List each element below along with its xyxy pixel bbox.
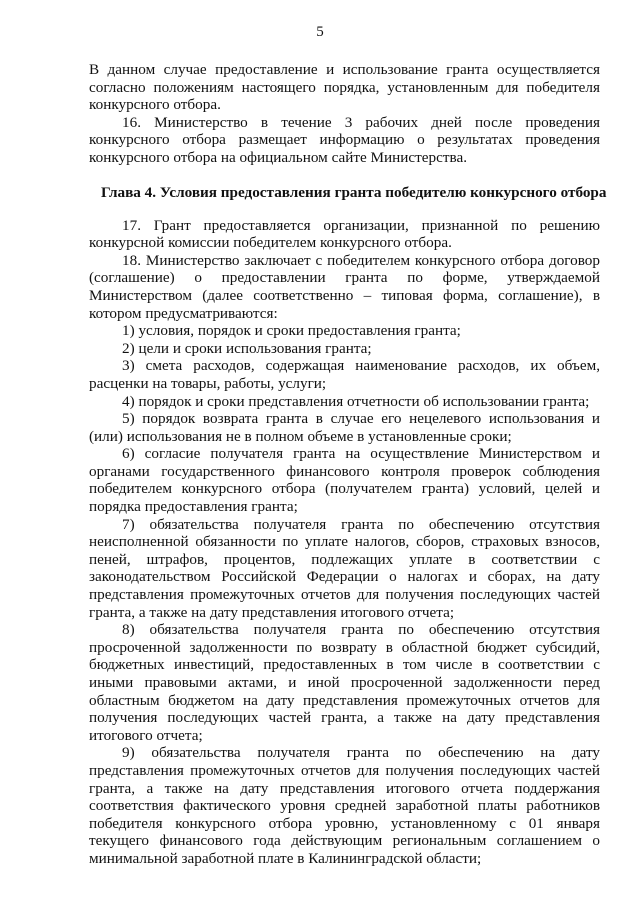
paragraph: 17. Грант предоставляется организации, признанной по решению конкурсной комиссии победителем конкурсного отбора. [89, 216, 600, 252]
section-before-heading [89, 61, 600, 167]
paragraph: 3) смета расходов, содержащая наименование расходов, их объем, расценки на товары, работы, услуги; [89, 357, 600, 392]
section-after-heading [89, 217, 600, 868]
paragraph: 6) согласие получателя гранта на осуществление Министерством и органами государственного финансового контроля проверок соблюдения победителем конкурсного отбора (получателем гранта) условий, целей и порядка предоставления гранта; [89, 445, 600, 516]
paragraph: 16. Министерство в течение 3 рабочих дней после проведения конкурсного отбора размещает информацию о результатах проведения конкурсного отбора на официальном сайте Министерства. [89, 113, 600, 166]
paragraph: 7) обязательства получателя гранта по обеспечению отсутствия неисполненной обязанности по уплате налогов, сборов, страховых взносов, пеней, штрафов, процентов, подлежащих уплате в соответствии с законодательством Российской Федерации о налогах и сборах, на дату представления промежуточных отчетов для получения последующих частей гранта, а также на дату представления итогового отчета; [89, 515, 600, 621]
document-body [89, 61, 607, 868]
paragraph: 2) цели и сроки использования гранта; [122, 339, 372, 357]
paragraph: 1) условия, порядок и сроки предоставления гранта; [122, 322, 461, 340]
paragraph: 5) порядок возврата гранта в случае его нецелевого использования и (или) использования не в полном объеме в установленные сроки; [89, 410, 600, 445]
chapter-heading: Глава 4. Условия предоставления гранта победителю конкурсного отбора [101, 183, 607, 201]
paragraph: 18. Министерство заключает с победителем конкурсного отбора договор (соглашение) о предоставлении гранта по форме, утверждаемой Министерством (далее соответственно – типовая форма, соглашение), в котором предусматриваются: [89, 251, 600, 322]
paragraph: 9) обязательства получателя гранта по обеспечению на дату представления промежуточных отчетов для получения последующих частей гранта, а также на дату представления итогового отчета поддержания соответствия фактического уровня средней заработной платы работников победителя конкурсного отбора уровню, установленному с 01 января текущего финансового года действующим региональным соглашением о минимальной заработной плате в Калининградской области; [89, 744, 600, 867]
paragraph: В данном случае предоставление и использование гранта осуществляется согласно положениям настоящего порядка, установленным для победителя конкурсного отбора. [89, 61, 600, 114]
paragraph: 4) порядок и сроки представления отчетности об использовании гранта; [122, 392, 590, 410]
paragraph: 8) обязательства получателя гранта по обеспечению отсутствия просроченной задолженности по возврату в областной бюджет субсидий, бюджетных инвестиций, предоставленных в том числе в соответствии с иными правовыми актами, и иной просроченной задолженности перед областным бюджетом на дату представления промежуточных отчетов для получения последующих частей гранта, а также на дату представления итогового отчета; [89, 621, 600, 744]
page-number: 5 [316, 24, 324, 40]
